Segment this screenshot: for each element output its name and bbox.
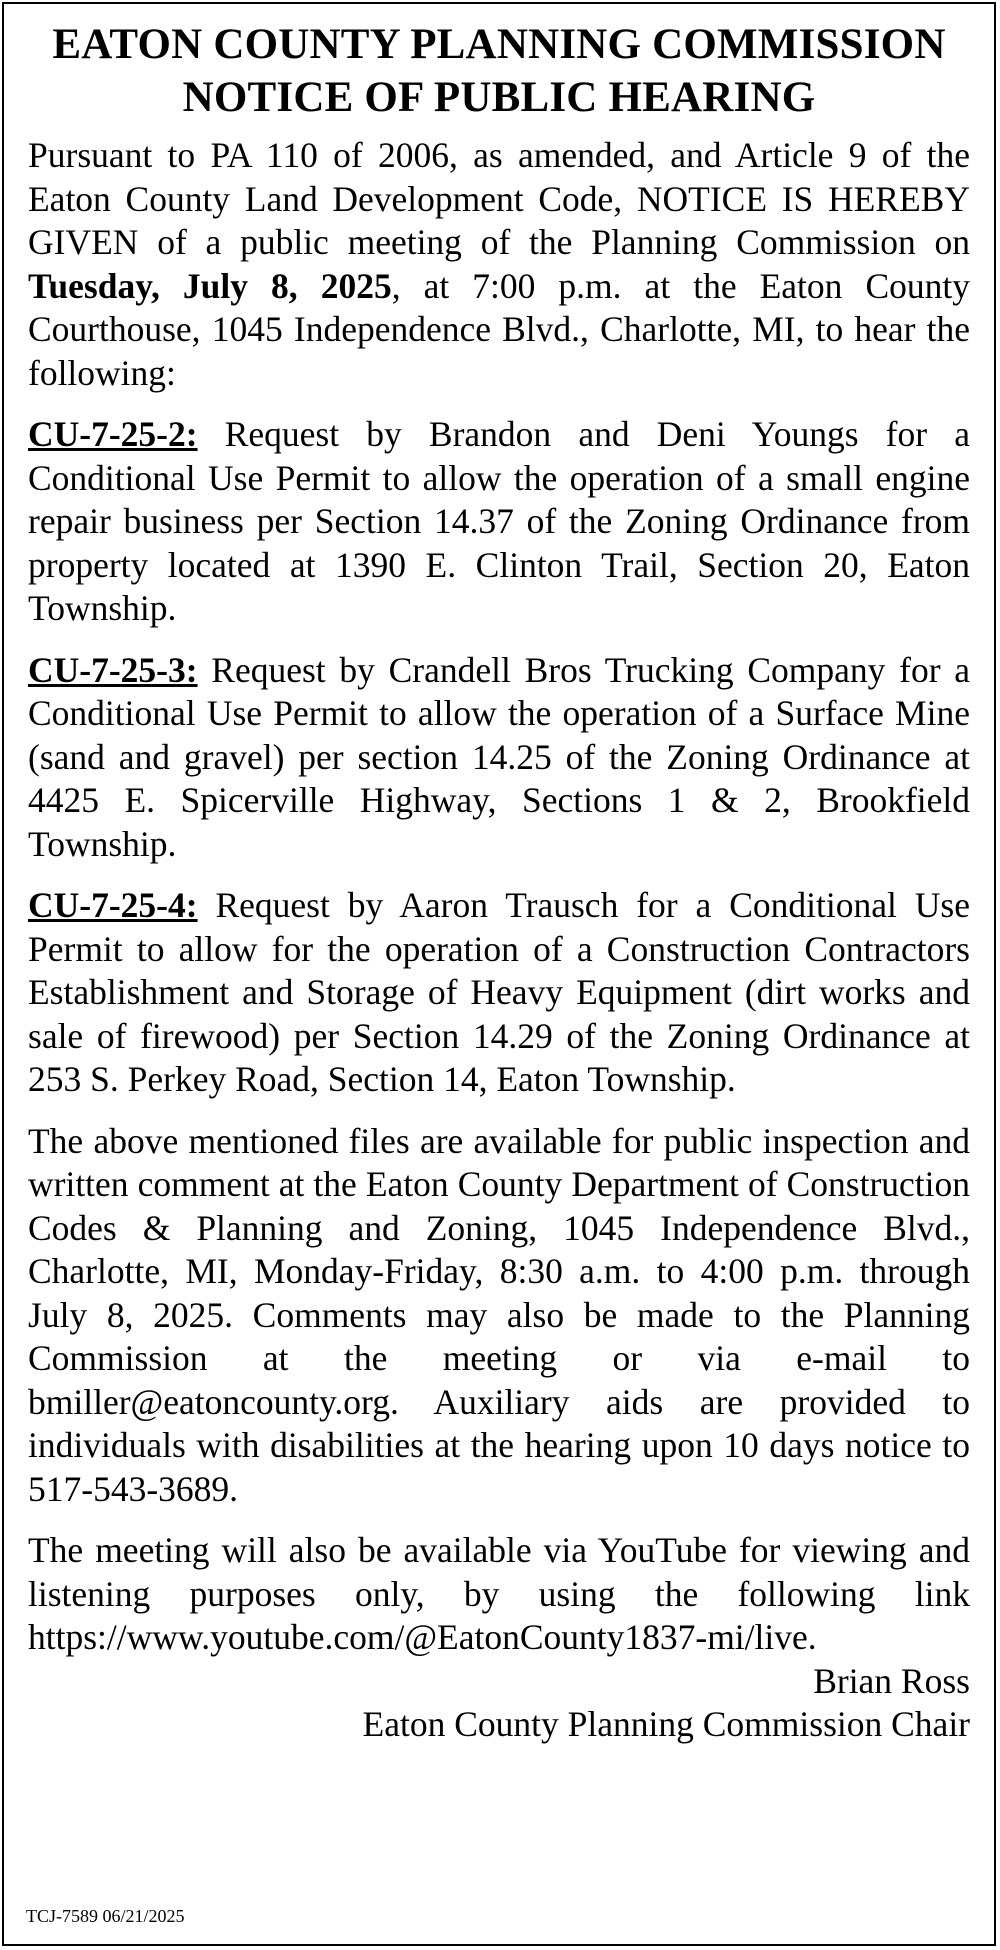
- case-description: Request by Brandon and Deni Youngs for a Conditional Use Permit to allow the operation of a small engine repair business per Section 14.37 of the Zoning Ordinance from property located at 1390 E. Clinton Trail, Section 20, Eaton Township.: [28, 414, 970, 628]
- case-item: [28, 884, 970, 1102]
- inspection-paragraph: The above mentioned files are available for public inspection and written comment at the Eaton County Department of Construction Codes & Planning and Zoning, 1045 Independence Blvd., Charlotte, MI, Monday-Friday, 8:30 a.m. to 4:00 p.m. through July 8, 2025. Comments may also be made to the Planning Commission at the meeting or via e-mail to bmiller@eatoncounty.org. Auxiliary aids are provided to individuals with disabilities at the hearing upon 10 days notice to 517-543-3689.: [28, 1120, 970, 1509]
- footer-code: TCJ-7589 06/21/2025: [26, 1906, 185, 1926]
- intro-paragraph: [28, 134, 970, 395]
- case-item: [28, 413, 970, 631]
- case-code: CU-7-25-3:: [28, 649, 198, 690]
- meeting-date: Tuesday, July 8, 2025: [28, 265, 392, 306]
- signature-name: Brian Ross: [813, 1660, 970, 1701]
- signature-title: Eaton County Planning Commission Chair: [362, 1704, 970, 1744]
- case-code: CU-7-25-4:: [28, 885, 198, 925]
- title-line-2: NOTICE OF PUBLIC HEARING: [182, 74, 816, 121]
- title-line-1: EATON COUNTY PLANNING COMMISSION: [52, 21, 946, 68]
- public-notice: [2, 2, 996, 1946]
- case-description: Request by Aaron Trausch for a Conditional Use Permit to allow for the operation of a Construction Contractors Establishment and Storage of Heavy Equipment (dirt works and sale of firewood) per Section 14.29 of the Zoning Ordinance at 253 S. Perkey Road, Section 14, Eaton Township.: [28, 885, 970, 1099]
- intro-text-before: Pursuant to PA 110 of 2006, as amended, and Article 9 of the Eaton County Land Development Code, NOTICE IS HEREBY GIVEN of a public meeting of the Planning Commission on: [28, 135, 970, 262]
- case-item: [28, 649, 970, 867]
- case-description: Request by Crandell Bros Trucking Company for a Conditional Use Permit to allow the operation of a Surface Mine (sand and gravel) per section 14.25 of the Zoning Ordinance at 4425 E. Spicerville Highway, Sections 1 & 2, Brookfield Township.: [28, 649, 970, 864]
- intro-text-after: , at 7:00 p.m. at the Eaton County Courthouse, 1045 Independence Blvd., Charlotte, MI, to hear the following:: [28, 265, 970, 393]
- case-code: CU-7-25-2:: [28, 414, 198, 454]
- youtube-paragraph: The meeting will also be available via YouTube for viewing and listening purposes only, by using the following link https://www.youtube.com/@EatonCounty1837-mi/live.: [28, 1530, 970, 1657]
- notice-title: [28, 18, 970, 124]
